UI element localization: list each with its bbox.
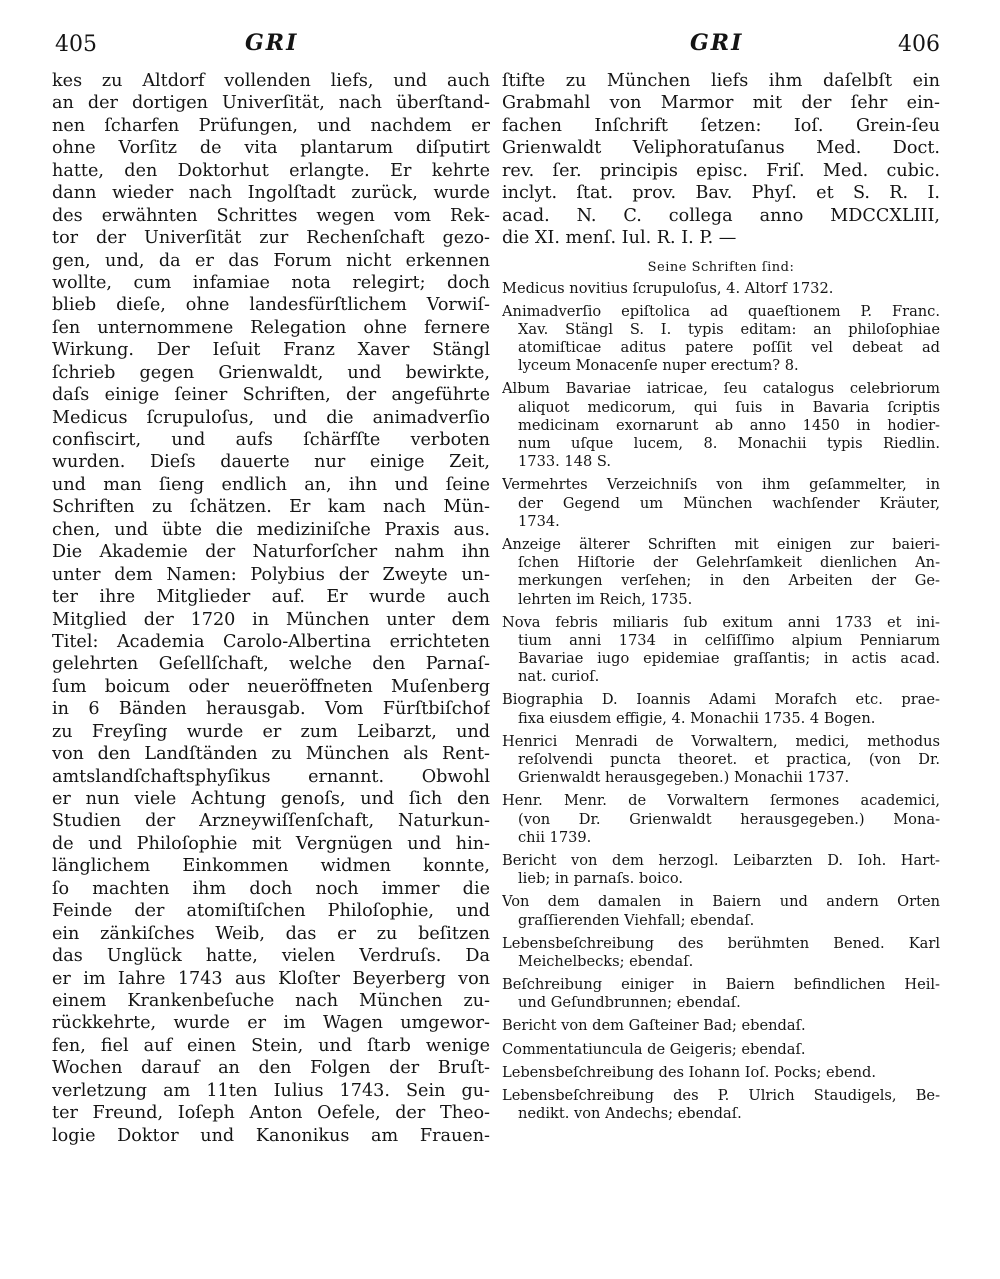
works-entry: [502, 792, 940, 847]
text-line: dann wieder nach Ingolſtadt zurück, wurde: [52, 183, 490, 204]
works-entry: [502, 280, 940, 298]
text-line: Schriften zu ſchätzen. Er kam nach Mün-: [52, 497, 490, 518]
works-entry: [502, 536, 940, 609]
works-entry-line: Bavariae iugo epidemiae graſſantis; in actis acad.: [518, 650, 940, 668]
works-entry-line: Album Bavariae iatricae, ſeu catalogus celebriorum: [502, 380, 940, 398]
works-entry-line: Commentatiuncula de Geigeris; ebendaſ.: [502, 1040, 806, 1058]
works-entry-line: merkungen verſehen; in den Arbeiten der Ge-: [518, 572, 940, 590]
running-head-left: GRI: [245, 30, 299, 56]
text-line: rückkehrte, wurde er im Wagen umgewor-: [52, 1013, 490, 1034]
works-entry-line: Beſchreibung einiger in Baiern befindlichen Heil-: [502, 976, 940, 994]
text-line: Wirkung. Der Ieſuit Franz Xaver Stängl: [52, 340, 490, 361]
text-line: nen ſcharfen Prüfungen, und nachdem er: [52, 115, 490, 136]
works-entry-line: Xav. Stängl S. I. typis editam: an philoſophiae: [518, 320, 940, 338]
text-line: hatte, den Doktorhut erlangte. Er kehrte: [52, 160, 490, 181]
text-line: blieb dieſe, ohne landesfürſtlichem Vorwiſ-: [52, 295, 490, 316]
text-line: de und Philoſophie mit Vergnügen und hin-: [52, 833, 490, 854]
works-entry: [502, 1017, 940, 1035]
text-line: Medicus ſcrupuloſus, und die animadverſio: [52, 407, 490, 428]
text-line: die XI. menſ. Iul. R. I. P. —: [502, 228, 737, 249]
text-line: wollte, cum infamiae nota relegirt; doch: [52, 272, 490, 293]
text-line: wurden. Dieſs dauerte nur einige Zeit,: [52, 452, 490, 473]
works-heading: Seine Schriften ſind:: [647, 259, 795, 275]
text-line: an der dortigen Univerſität, nach überſtand-: [52, 93, 490, 114]
text-line: logie Doktor und Kanonikus am Frauen-: [52, 1125, 490, 1146]
left-column: [52, 70, 490, 1147]
text-line: Grabmahl von Marmor mit der ſehr ein-: [502, 93, 940, 114]
text-line: des erwähnten Schrittes wegen vom Rek-: [52, 205, 490, 226]
works-entry-line: nedikt. von Andechs; ebendaſ.: [518, 1105, 742, 1123]
works-entry-line: fixa eiusdem effigie, 4. Monachii 1735. 4 Bogen.: [518, 709, 876, 727]
works-entry-line: medicinam exornarunt ab anno 1450 in hodier-: [518, 416, 940, 434]
running-head-right: GRI: [690, 30, 744, 56]
text-line: zu Freyſing wurde er zum Leibarzt, und: [52, 721, 490, 742]
works-entry: [502, 1087, 940, 1123]
works-entry-line: aliquot medicorum, qui ſuis in Bavaria ſcriptis: [518, 398, 940, 416]
works-entry-line: nat. curioſ.: [518, 668, 600, 686]
works-entry-line: Lebensbeſchreibung des Iohann Ioſ. Pocks; ebend.: [502, 1063, 877, 1081]
works-entry-line: Nova febris miliaris ſub exitum anni 1733 et ini-: [502, 613, 940, 631]
text-line: tor der Univerſität zur Rechenſchaft gezo-: [52, 228, 490, 249]
text-line: Grienwaldt Veliphoratuſanus Med. Doct.: [502, 138, 940, 159]
text-line: gelehrten Geſellſchaft, welche den Parnaſ-: [52, 654, 490, 675]
works-entry-line: Von dem damalen in Baiern und andern Orten: [502, 893, 940, 911]
text-line: ein zänkiſches Weib, das er zu beſitzen: [52, 923, 490, 944]
text-line: chen, und übte die mediziniſche Praxis aus.: [52, 519, 490, 540]
right-column: [502, 70, 940, 1128]
text-line: gen, und, da er das Forum nicht erkennen: [52, 250, 490, 271]
text-line: ſum boicum oder neueröffneten Muſenberg: [52, 676, 490, 697]
text-line: in 6 Bänden herausgab. Vom Fürſtbiſchof: [52, 699, 490, 720]
works-entry-line: Henrici Menradi de Vorwaltern, medici, methodus: [502, 732, 940, 750]
text-line: er nun viele Achtung genoſs, und ſich den: [52, 789, 490, 809]
works-entry-line: tium anni 1734 in celſiſſimo alpium Penniarum: [518, 631, 940, 649]
works-entry-line: Anzeige älterer Schriften mit einigen zur baieri-: [502, 535, 940, 553]
works-entry: [502, 852, 940, 888]
text-line: ohne Vorſitz de vita plantarum diſputirt: [52, 138, 490, 159]
works-entry-line: 1733. 148 S.: [518, 453, 612, 471]
text-line: inclyt. ſtat. prov. Bav. Phyſ. et S. R. I.: [502, 183, 940, 204]
text-line: daſs einige ſeiner Schriften, der angeführte: [52, 385, 490, 406]
works-entry: [502, 976, 940, 1012]
text-line: Wochen darauf an den Folgen der Bruſt-: [52, 1058, 490, 1079]
works-entry-line: der Gegend um München wachſender Kräuter,: [518, 494, 940, 512]
works-entry-line: Biographia D. Ioannis Adami Morafch etc. prae-: [502, 691, 940, 709]
text-line: acad. N. C. collega anno MDCCXLIII,: [502, 205, 940, 226]
works-list: [502, 280, 940, 1124]
works-entry: [502, 476, 940, 531]
text-line: ter ihre Mitglieder auf. Er wurde auch: [52, 587, 490, 608]
works-entry: [502, 733, 940, 788]
text-line: Mitglied der 1720 in München unter dem: [52, 609, 490, 630]
text-line: amtslandſchaftsphyſikus ernannt. Obwohl: [52, 766, 490, 787]
works-entry-line: lyceum Monacenſe nuper erectum? 8.: [518, 357, 799, 375]
works-entry-line: und Geſundbrunnen; ebendaſ.: [518, 994, 741, 1012]
text-line: Titel: Academia Carolo-Albertina errichteten: [52, 631, 490, 652]
page-number-left: 405: [55, 32, 97, 57]
works-entry-line: Bericht von dem herzogl. Leibarzten D. Ioh. Hart-: [502, 851, 940, 869]
works-entry-line: Bericht von dem Gaſteiner Bad; ebendaſ.: [502, 1017, 806, 1035]
text-line: länglichem Einkommen widmen konnte,: [52, 856, 490, 877]
page-number-right: 406: [898, 32, 940, 57]
text-line: verletzung am 11ten Iulius 1743. Sein gu-: [52, 1080, 490, 1101]
text-line: fachen Inſchrift ſetzen: Ioſ. Grein-ſeu: [502, 115, 940, 136]
text-line: ſo machten ihm doch noch immer die: [52, 878, 490, 899]
works-entry-line: Lebensbeſchreibung des P. Ulrich Staudigels, Be-: [502, 1087, 940, 1104]
text-line: das Unglück hatte, vielen Verdruſs. Da: [52, 946, 490, 967]
text-line: unter dem Namen: Polybius der Zweyte un-: [52, 564, 490, 585]
text-line: von den Landſtänden zu München als Rent-: [52, 744, 490, 765]
text-line: confiscirt, und aufs ſchärfſte verboten: [52, 430, 490, 450]
works-entry-line: Meichelbecks; ebendaſ.: [518, 952, 694, 970]
works-entry-line: ſchen Hiſtorie der Gelehrſamkeit dienlichen An-: [518, 554, 940, 572]
works-entry: [502, 303, 940, 376]
works-entry-line: Vermehrtes Verzeichniſs von ihm geſammelter, in: [502, 476, 940, 494]
text-line: ter Freund, Ioſeph Anton Oefele, der Theo-: [52, 1103, 490, 1124]
works-entry-line: num uſque lucem, 8. Monachii typis Riedlin.: [518, 435, 940, 452]
works-entry-line: (von Dr. Grienwaldt herausgegeben.) Mona-: [518, 810, 940, 828]
text-line: einem Krankenbeſuche nach München zu-: [52, 990, 490, 1011]
works-entry-line: 1734.: [518, 512, 560, 530]
works-entry-line: Lebensbeſchreibung des berühmten Bened. Karl: [502, 934, 940, 952]
text-line: und man ſieng endlich an, ihn und ſeine: [52, 474, 490, 495]
works-entry-line: lehrten im Reich, 1735.: [518, 590, 693, 608]
works-entry-line: Henr. Menr. de Vorwaltern ſermones academici,: [502, 792, 940, 810]
works-entry-line: Grienwaldt herausgegeben.) Monachii 1737.: [518, 769, 850, 787]
works-entry-line: Animadverſio epiſtolica ad quaeſtionem P. Franc.: [502, 302, 940, 320]
works-entry-line: graſſierenden Viehfall; ebendaſ.: [518, 911, 755, 929]
text-line: ſchrieb gegen Grienwaldt, und bewirkte,: [52, 362, 490, 383]
works-entry-line: Medicus novitius ſcrupuloſus, 4. Altorf 1732.: [502, 279, 834, 297]
works-entry-line: lieb; in parnaſs. boico.: [518, 870, 683, 888]
works-entry: [502, 1064, 940, 1082]
text-line: Feinde der atomiſtiſchen Philoſophie, und: [52, 901, 490, 922]
text-line: kes zu Altdorf vollenden liefs, und auch: [52, 71, 490, 91]
works-entry: [502, 1041, 940, 1059]
text-line: er im Iahre 1743 aus Kloſter Beyerberg von: [52, 968, 490, 989]
text-line: Die Akademie der Naturforſcher nahm ihn: [52, 542, 490, 563]
text-line: rev. ſer. principis episc. Friſ. Med. cubic.: [502, 160, 940, 181]
works-entry-line: reſolvendi puncta theoret. et practica, (von Dr.: [518, 751, 940, 768]
works-entry: [502, 893, 940, 929]
text-line: Studien der Arzneywiſſenſchaft, Naturkun-: [52, 811, 490, 832]
works-entry: [502, 935, 940, 971]
works-entry: [502, 380, 940, 471]
works-entry-line: atomiſticae aditus patere poſſit vel debeat ad: [518, 339, 940, 357]
works-entry: [502, 614, 940, 687]
text-line: ſen unternommene Relegation ohne fernere: [52, 317, 490, 338]
text-line: fen, fiel auf einen Stein, und ſtarb wenige: [52, 1035, 490, 1056]
works-entry-line: chii 1739.: [518, 828, 592, 846]
works-entry: [502, 691, 940, 727]
text-line: ſtifte zu München liefs ihm daſelbſt ein: [502, 71, 940, 91]
